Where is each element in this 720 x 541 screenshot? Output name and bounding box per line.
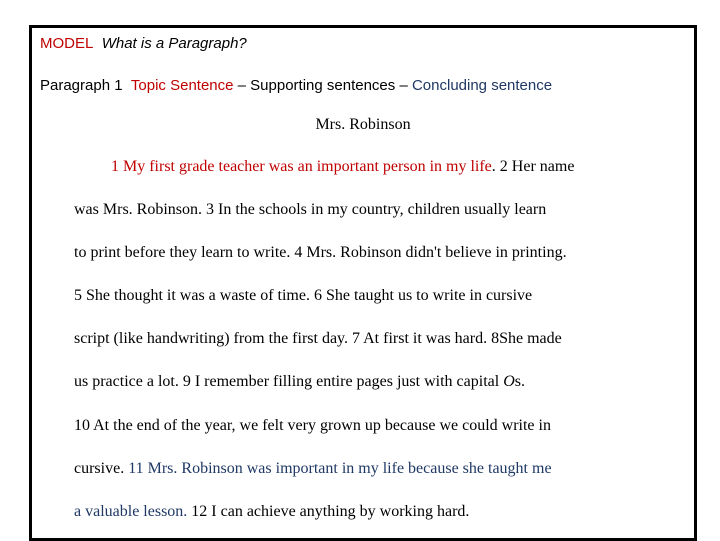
sentence-text: cursive. xyxy=(74,460,129,477)
paragraph-line: to print before they learn to write. 4 Mrs. Robinson didn't believe in printing. xyxy=(74,244,567,261)
paragraph-line: 5 She thought it was a waste of time. 6 She taught us to write in cursive xyxy=(74,287,533,304)
model-heading xyxy=(40,35,247,52)
separator: – xyxy=(233,77,251,94)
concluding-sentence: a valuable lesson. xyxy=(74,503,188,520)
paragraph-line xyxy=(74,460,552,478)
sentence-text: . 2 Her name xyxy=(491,158,575,175)
topic-sentence-label: Topic Sentence xyxy=(130,77,234,94)
italic-letter: O xyxy=(503,373,515,390)
author-name: Mrs. Robinson xyxy=(315,116,411,133)
concluding-sentence-label: Concluding sentence xyxy=(411,77,553,94)
paragraph-label: Paragraph 1 xyxy=(40,77,123,94)
paragraph-structure-heading xyxy=(40,77,552,94)
paragraph-line xyxy=(74,503,469,521)
paragraph-line: was Mrs. Robinson. 3 In the schools in my country, children usually learn xyxy=(74,201,547,218)
topic-sentence: 1 My first grade teacher was an important person in my life xyxy=(111,158,492,175)
slide-frame xyxy=(29,25,697,541)
paragraph-line xyxy=(74,373,525,391)
concluding-sentence: 11 Mrs. Robinson was important in my life because she taught me xyxy=(128,460,552,477)
model-question: What is a Paragraph? xyxy=(101,35,247,52)
paragraph-line xyxy=(111,158,574,176)
sentence-text: us practice a lot. 9 I remember filling entire pages just with capital xyxy=(74,373,504,390)
supporting-sentences-label: Supporting sentences xyxy=(250,77,396,94)
separator: – xyxy=(395,77,412,94)
model-label: MODEL xyxy=(40,35,94,52)
paragraph-line: 10 At the end of the year, we felt very grown up because we could write in xyxy=(74,417,551,434)
sentence-text: s. xyxy=(514,373,525,390)
paragraph-line: script (like handwriting) from the first day. 7 At first it was hard. 8She made xyxy=(74,330,562,347)
sentence-text: 12 I can achieve anything by working hard. xyxy=(187,503,470,520)
